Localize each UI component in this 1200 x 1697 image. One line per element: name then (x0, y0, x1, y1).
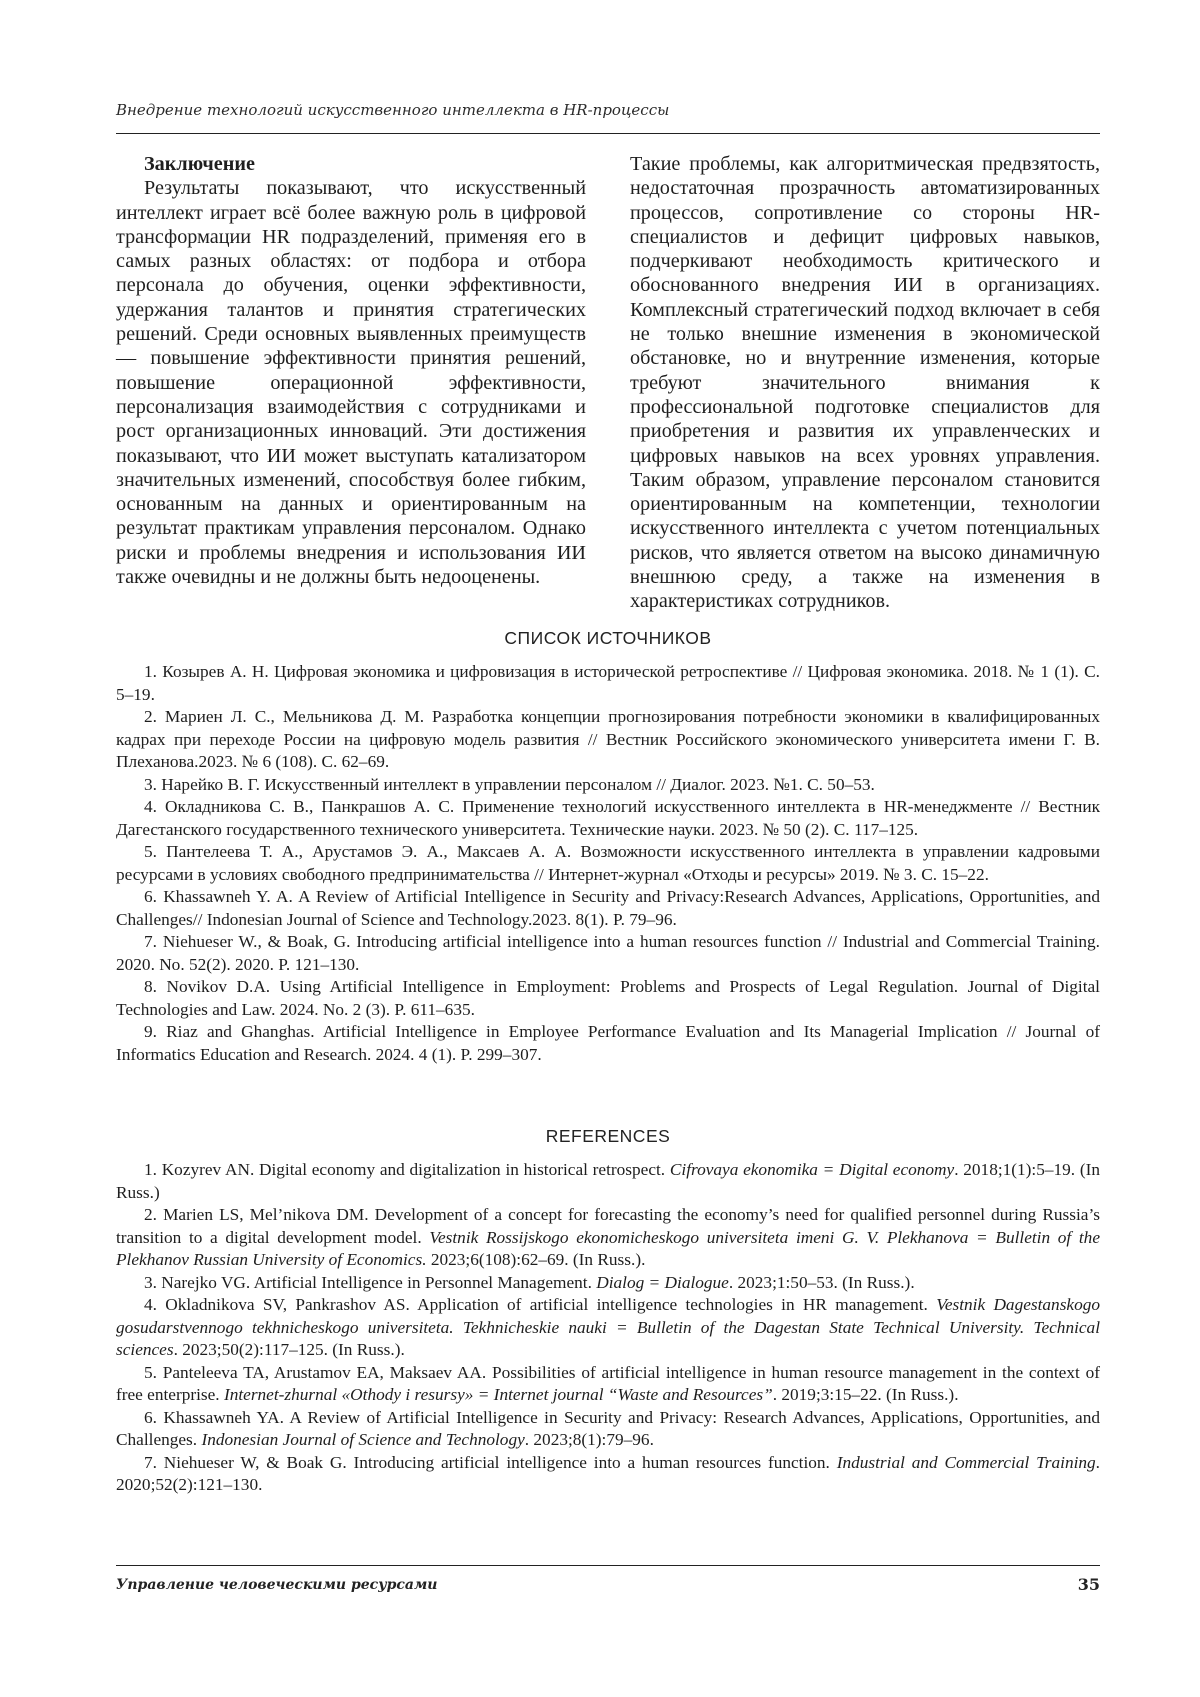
conclusion-left-column (116, 152, 586, 589)
reference-details: . 2023;50(2):117–125. (In Russ.). (173, 1340, 405, 1359)
reference-text: 4. Okladnikova SV, Pankrashov AS. Application of artificial intelligence technologies in HR management. (144, 1295, 937, 1314)
reference-text: 3. Narejko VG. Artificial Intelligence in Personnel Management. (144, 1272, 597, 1292)
reference-item (116, 1407, 1100, 1452)
conclusion-right-column (630, 152, 1100, 614)
footer-journal-title: Управление человеческими ресурсами (116, 1577, 438, 1593)
source-item: 6. Khassawneh Y. A. A Review of Artificial Intelligence in Security and Privacy:Research Advances, Applications, Opportunities, and Challenges// Indonesian Journal of Science and Technology.2023. 8(1). P. 79–96. (116, 887, 1100, 929)
source-item: 8. Novikov D.A. Using Artificial Intelligence in Employment: Problems and Prospects of Legal Regulation. Journal of Digital Technologies and Law. 2024. No. 2 (3). P. 611–635. (116, 977, 1100, 1019)
page-number: 35 (1077, 1575, 1100, 1594)
reference-item (116, 1452, 1100, 1497)
source-item: 4. Окладникова С. В., Панкрашов А. С. Применение технологий искусственного интеллекта в HR-менеджменте // Вестник Дагестанского государственного технического университета. Технические науки. 2023. № 50 (2). С. 117–125. (116, 797, 1100, 839)
conclusion-paragraph-left: Результаты показывают, что искусственный интеллект играет всё более важную роль в цифровой трансформации HR подразделений, применяя его в самых разных областях: от подбора и отбора персонала до обучения, оценки эффективности, удержания талантов и принятия стратегических решений. Среди основных выявленных преимуществ — повышение эффективности принятия решений, повышение операционной эффективности, персонализация взаимодействия с сотрудниками и рост организационных инноваций. Эти достижения показывают, что ИИ может выступать катализатором значительных изменений, способствуя более гибким, основанным на данных и ориентированным на результат практикам управления персоналом. Однако риски и проблемы внедрения и использования ИИ также очевидны и не должны быть недооценены. (116, 177, 586, 589)
source-item: 2. Мариен Л. С., Мельникова Д. М. Разработка концепции прогнозирования потребности экономики в квалифицированных кадрах при переходе России на цифровую модель развития // Вестник Российского экономического университета имени Г. В. Плеханова.2023. № 6 (108). С. 62–69. (116, 707, 1100, 771)
conclusion-section (116, 152, 1100, 612)
reference-item (116, 1204, 1100, 1272)
sources-title: СПИСОК ИСТОЧНИКОВ (504, 628, 712, 648)
reference-details: . 2023;1:50–53. (In Russ.). (728, 1272, 915, 1292)
reference-text: 2. Marien LS, Mel’nikova DM. Development of a concept for forecasting the economy’s need for qualified personnel during Russia’s transition to a digital development model. (116, 1205, 1100, 1247)
reference-journal: Internet-zhurnal «Othody i resursy» = Internet journal “Waste and Resources” (223, 1385, 773, 1404)
reference-journal: Indonesian Journal of Science and Technology (201, 1430, 525, 1449)
reference-journal: Cifrovaya ekonomika = Digital economy (669, 1160, 955, 1179)
reference-journal: Vestnik Dagestanskogo gosudarstvennogo tekhnicheskogo universiteta. Tekhnicheskie nauki = Bulletin of the Dagestan State Technical University. Technical sciences (116, 1295, 1101, 1359)
reference-journal: Industrial and Commercial Training (836, 1452, 1096, 1472)
references-list (116, 1159, 1100, 1497)
running-title: Внедрение технологий искусственного интеллекта в HR-процессы (116, 101, 670, 119)
reference-text: 7. Niehueser W, & Boak G. Introducing artificial intelligence into a human resources function. (144, 1452, 837, 1472)
reference-details: . 2023;8(1):79–96. (524, 1430, 654, 1449)
header-rule (116, 133, 1100, 134)
footer-rule (116, 1565, 1100, 1566)
reference-details: . 2019;3:15–22. (In Russ.). (772, 1385, 959, 1404)
source-item: 3. Нарейко В. Г. Искусственный интеллект в управлении персоналом // Диалог. 2023. №1. С. 50–53. (144, 774, 875, 794)
reference-item (116, 1272, 1100, 1295)
reference-journal: Vestnik Rossijskogo ekonomicheskogo universiteta imeni G. V. Plekhanova = Bulletin of the Plekhanov Russian University of Economics. (116, 1227, 1100, 1269)
source-item: 7. Niehueser W., & Boak, G. Introducing artificial intelligence into a human resources function // Industrial and Commercial Training. 2020. No. 52(2). 2020. P. 121–130. (116, 932, 1100, 974)
reference-journal: Dialog = Dialogue (596, 1272, 729, 1292)
references-title: REFERENCES (545, 1126, 671, 1146)
reference-details: . 2020;52(2):121–130. (116, 1452, 1100, 1494)
reference-item (116, 1362, 1100, 1407)
reference-text: 6. Khassawneh YA. A Review of Artificial Intelligence in Security and Privacy: Research Advances, Applications, Opportunities, and Challenges. (116, 1407, 1100, 1449)
reference-item (116, 1294, 1100, 1362)
reference-item (116, 1159, 1100, 1204)
source-item: 5. Пантелеева Т. А., Арустамов Э. А., Максаев А. А. Возможности искусственного интеллекта в управлении кадровыми ресурсами в условиях свободного предпринимательства // Интернет-журнал «Отходы и ресурсы» 2019. № 3. С. 15–22. (116, 842, 1100, 884)
reference-details: 2023;6(108):62–69. (In Russ.). (426, 1250, 646, 1269)
source-item: 9. Riaz and Ghanghas. Artificial Intelligence in Employee Performance Evaluation and Its Managerial Implication // Journal of Informatics Education and Research. 2024. 4 (1). P. 299–307. (116, 1022, 1100, 1064)
conclusion-heading: Заключение (144, 153, 255, 175)
source-item: 1. Козырев А. Н. Цифровая экономика и цифровизация в исторической ретроспективе // Цифровая экономика. 2018. № 1 (1). С. 5–19. (116, 662, 1100, 704)
conclusion-paragraph-right: Такие проблемы, как алгоритмическая предвзятость, недостаточная прозрачность автоматизированных процессов, сопротивление со стороны HR-специалистов и дефицит цифровых навыков, подчеркивают необходимость критического и обоснованного внедрения ИИ в организациях. Комплексный стратегический подход включает в себя не только внешние изменения в экономической обстановке, но и внутренние изменения, которые требуют значительного внимания к профессиональной подготовке специалистов для приобретения и развития их управленческих и цифровых навыков на всех уровнях управления. Таким образом, управление персоналом становится ориентированным на компетенции, технологии искусственного интеллекта с учетом потенциальных рисков, что является ответом на высоко динамичную внешнюю среду, а также на изменения в характеристиках сотрудников. (630, 153, 1100, 613)
reference-text: 1. Kozyrev AN. Digital economy and digitalization in historical retrospect. (144, 1160, 670, 1179)
reference-details: . 2018;1(1):5–19. (In Russ.) (116, 1160, 1101, 1202)
reference-text: 5. Panteleeva TA, Arustamov EA, Maksaev AA. Possibilities of artificial intelligence in human resource management in the context of free enterprise. (116, 1362, 1100, 1404)
sources-list (116, 661, 1100, 1066)
